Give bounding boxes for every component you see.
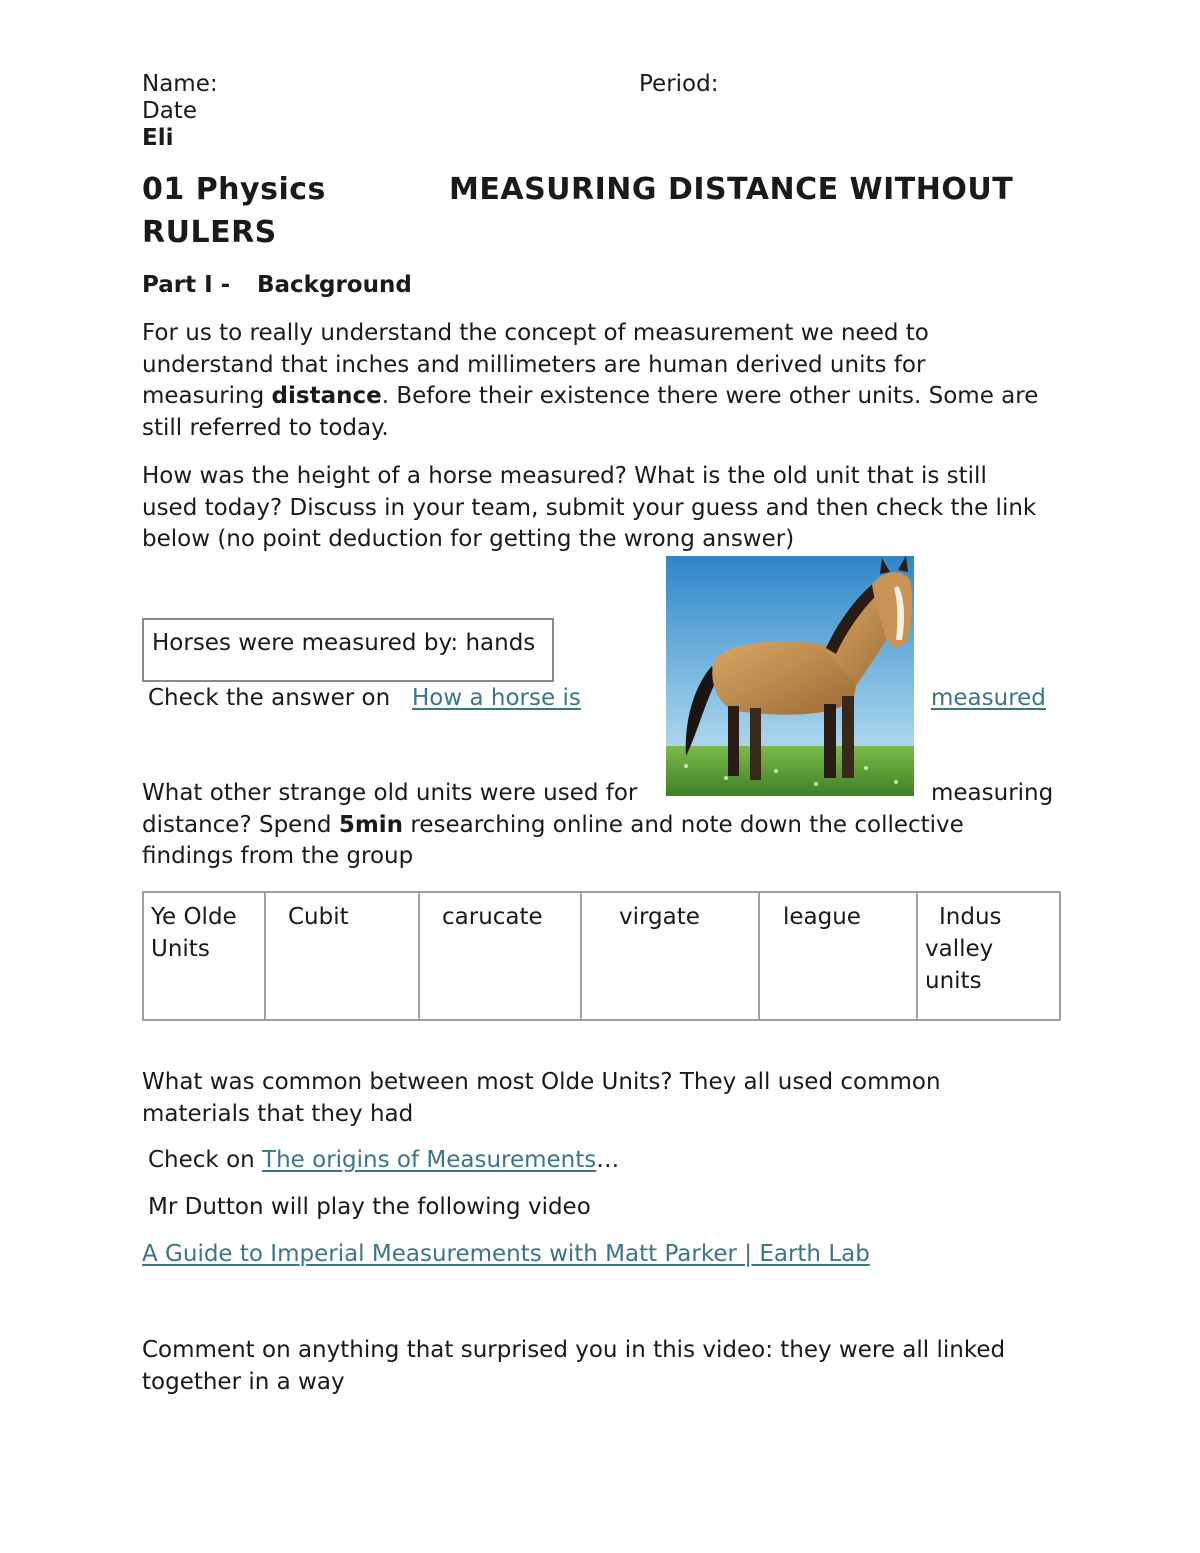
cell-text: Cubit	[288, 904, 349, 930]
strange-units-text: researching online and note down the collective	[403, 812, 964, 838]
origins-suffix: …	[596, 1147, 620, 1173]
table-cell[interactable]	[419, 892, 581, 1020]
strange-units-text-continued: measuring	[931, 780, 1054, 806]
intro-line: still referred to today.	[142, 414, 389, 441]
intro-line: understand that inches and millimeters are human derived units for	[142, 351, 926, 378]
origins-prefix: Check on	[148, 1147, 263, 1173]
course-title: 01 Physics	[142, 172, 326, 207]
date-label: Date	[142, 98, 197, 124]
strange-units-text: What other strange old units were used for	[142, 780, 638, 806]
cell-text: Indus	[939, 904, 1002, 930]
intro-line	[142, 381, 1072, 413]
horse-image	[666, 556, 914, 796]
question-line: What was common between most Olde Units? They all used common	[142, 1069, 941, 1095]
student-name: Eli	[142, 125, 174, 151]
question-line: materials that they had	[142, 1100, 414, 1127]
cell-text: virgate	[619, 904, 700, 930]
page-title: MEASURING DISTANCE WITHOUT	[449, 172, 1014, 207]
period-label: Period:	[639, 71, 719, 97]
table-cell[interactable]	[917, 892, 1060, 1020]
answer-text: Horses were measured by: hands	[152, 630, 536, 656]
table-cell[interactable]	[581, 892, 759, 1020]
origins-link[interactable]: The origins of Measurements	[262, 1147, 597, 1173]
strange-units-text: distance? Spend	[142, 812, 339, 838]
table-cell[interactable]	[265, 892, 419, 1020]
comment-line: together in a way	[142, 1368, 345, 1395]
video-link[interactable]: A Guide to Imperial Measurements with Matt Parker | Earth Lab	[142, 1241, 870, 1267]
answer-text-box[interactable]	[142, 618, 554, 682]
comment-prompt	[142, 1335, 1072, 1398]
question-line: How was the height of a horse measured? What is the old unit that is still	[142, 463, 987, 489]
check-answer-text: Check the answer on	[148, 685, 391, 711]
name-label: Name:	[142, 71, 218, 97]
table-row	[143, 892, 1060, 1020]
horse-measure-link-continued[interactable]: measured	[931, 685, 1046, 711]
part-label: Part I -	[142, 272, 231, 298]
video-intro: Mr Dutton will play the following video	[148, 1194, 591, 1220]
part-title: Background	[257, 272, 412, 298]
horse-question	[142, 461, 1072, 556]
comment-line: Comment on anything that surprised you in this video: they were all linked	[142, 1337, 1006, 1363]
table-cell[interactable]	[759, 892, 917, 1020]
distance-term: distance	[271, 383, 382, 409]
units-table	[142, 891, 1061, 1021]
cell-text: Units	[151, 936, 210, 962]
common-question	[142, 1067, 1072, 1130]
time-limit: 5min	[338, 812, 404, 838]
cell-text: carucate	[442, 904, 543, 930]
table-cell-header[interactable]	[143, 892, 265, 1020]
cell-text: valley	[925, 936, 994, 962]
intro-line: For us to really understand the concept of measurement we need to	[142, 320, 929, 346]
cell-text: league	[783, 904, 861, 930]
intro-paragraph	[142, 318, 1072, 444]
horse-measure-link[interactable]: How a horse is	[412, 685, 581, 711]
origins-line	[148, 1147, 619, 1175]
page-title-continued: RULERS	[142, 215, 277, 250]
question-line: used today? Discuss in your team, submit your guess and then check the link	[142, 494, 1037, 521]
intro-text: . Before their existence there were other units. Some are	[381, 383, 1039, 409]
cell-text: units	[925, 968, 982, 994]
cell-text: Ye Olde	[151, 904, 237, 930]
strange-units-line: findings from the group	[142, 843, 414, 869]
strange-units-line	[142, 812, 964, 840]
question-line: below (no point deduction for getting the wrong answer)	[142, 526, 795, 552]
intro-text: measuring	[142, 383, 272, 409]
